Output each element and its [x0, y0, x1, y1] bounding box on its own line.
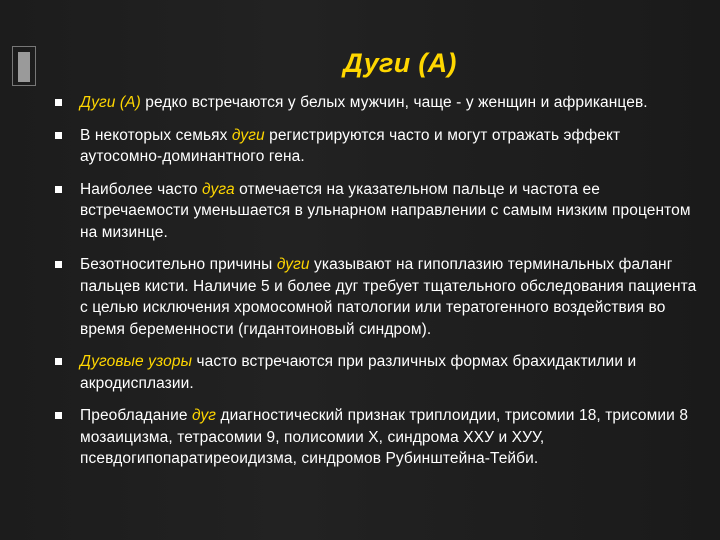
bullet-item [50, 125, 700, 168]
bullet-text: редко встречаются у белых мужчин, чаще - у женщин и африканцев. [140, 94, 648, 111]
highlighted-term: дуги [231, 126, 265, 144]
highlighted-term: Дуговые узоры [80, 353, 193, 370]
square-bullet-icon [55, 358, 62, 365]
highlighted-term: дуги [276, 256, 310, 273]
bullet-text: указывают на гипоплазию терминальных фаланг пальцев кисти. Наличие 5 и более дуг требует тщательного обследования пациента с целью исключения хромосомной патологии или тератогенного воздействия во время беременности (гидантоиновый синдром). [80, 256, 697, 338]
bullet-text: Наиболее часто [80, 180, 203, 198]
slide-title: Дуги (А) [343, 48, 457, 78]
bullet-item [50, 351, 700, 394]
bullet-text: В некоторых семьях [80, 126, 232, 144]
bullet-list [50, 92, 700, 481]
bullet-text: отмечается на указательном пальце и частота ее встречаемости уменьшается в ульнарном направлении с самым низким процентом на мизинце. [80, 180, 691, 241]
bullet-text: регистрируются часто и могут отражать эффект аутосомно-доминантного гена. [80, 126, 621, 165]
square-bullet-icon [55, 132, 62, 139]
highlighted-term: дуга [202, 180, 235, 198]
square-bullet-icon [55, 412, 62, 419]
square-bullet-icon [55, 261, 62, 268]
bullet-item [50, 254, 700, 340]
highlighted-term: дуг [191, 407, 217, 424]
bullet-text: Преобладание [80, 407, 192, 424]
square-bullet-icon [55, 99, 62, 106]
bullet-item [50, 405, 700, 470]
bullet-item [50, 179, 700, 244]
decorative-bar [18, 52, 30, 82]
bullet-item [50, 92, 700, 114]
bullet-text: часто встречаются при различных формах брахидактилии и акродисплазии. [80, 353, 637, 392]
square-bullet-icon [55, 186, 62, 193]
highlighted-term: Дуги (А) [80, 94, 141, 111]
bullet-text: диагностический признак триплоидии, трисомии 18, трисомии 8 мозаицизма, тетрасомии 9, полисомии Х, синдрома ХХУ и ХУУ, псевдогипопаратиреоидизма, синдромов Рубинштейна-Тейби. [80, 407, 689, 467]
bullet-text: Безотносительно причины [80, 256, 277, 273]
